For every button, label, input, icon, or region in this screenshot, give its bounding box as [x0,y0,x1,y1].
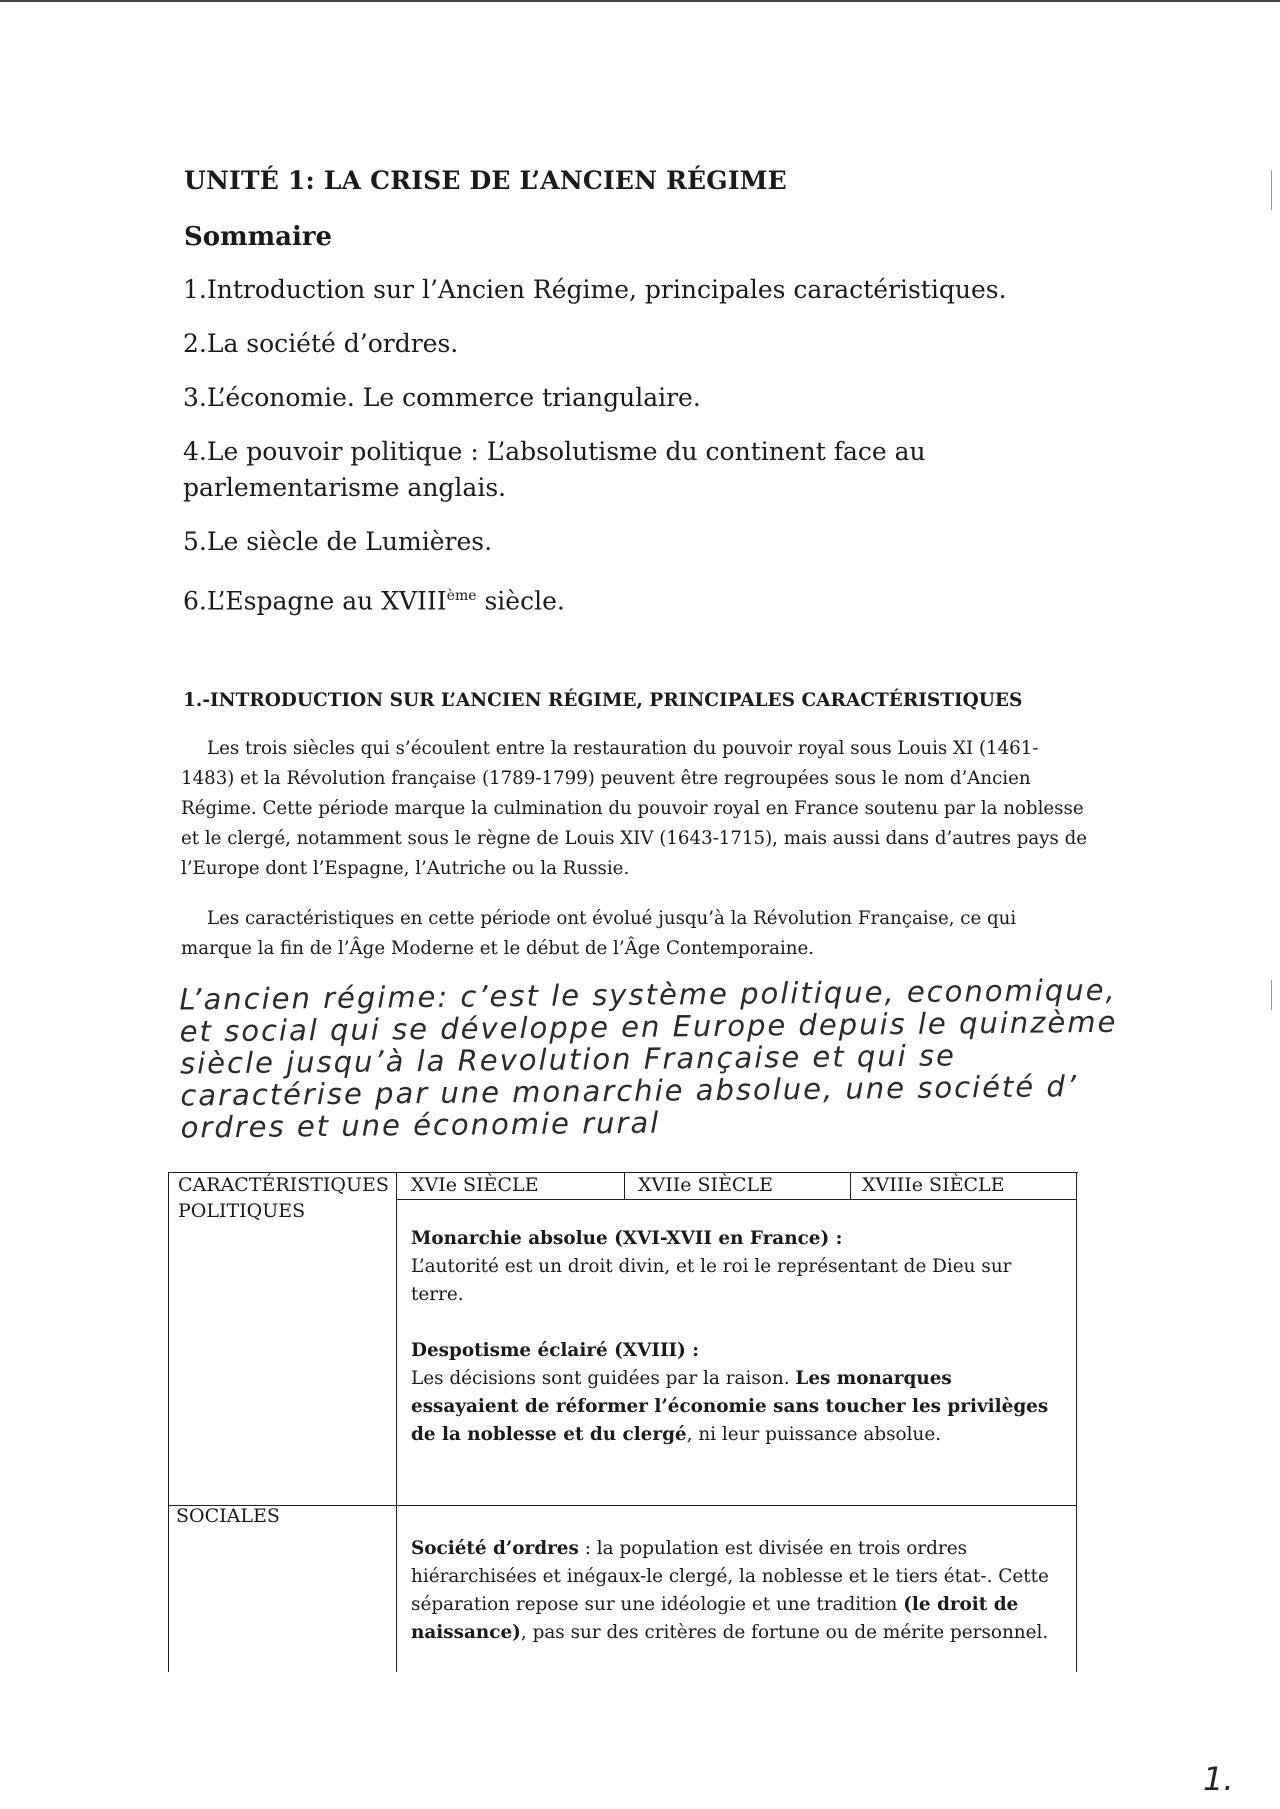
scan-top-border [0,0,1280,2]
summary-item-6-tail: siècle. [476,586,565,616]
handwritten-line: ordres et une économie rural [180,1105,661,1145]
sociales-cell [411,1535,1061,1647]
summary-item-6-superscript: ème [446,588,477,604]
enlightened-despotism-heading: Despotisme éclairé (XVIII) : [411,1340,700,1361]
handwritten-line: L’ancien régime: c’est le système politique, economique, [179,972,1117,1017]
summary-item-6 [183,578,1083,619]
summary-title: Sommaire [184,222,333,252]
scan-edge-mark [1271,980,1272,1010]
society-of-orders-text: : la population est divisée en trois ordres hiérarchisées et inégaux-le clergé, la noblesse et le tiers état-. Cette séparation repose sur une idéologie et une tradition [411,1538,1049,1615]
summary-item-3: 3.L’économie. Le commerce triangulaire. [183,383,701,412]
absolute-monarchy-heading: Monarchie absolue (XVI-XVII en France) : [411,1228,843,1249]
society-of-orders-term: Société d’ordres [411,1538,579,1559]
summary-list [183,272,1083,619]
table-border [168,1505,1076,1506]
table-border [396,1172,397,1672]
table-border [397,1199,1076,1200]
summary-item-2: 2.La société d’ordres. [183,329,459,358]
characteristics-table [166,1172,1078,1672]
table-header-17th-century: XVIIe SIÈCLE [638,1174,773,1196]
row-label-politiques: POLITIQUES [178,1200,306,1222]
section-heading: 1.-INTRODUCTION SUR L’ANCIEN RÉGIME, PRINCIPALES CARACTÉRISTIQUES [183,690,1023,711]
enlightened-despotism-tail: , ni leur puissance absolue. [686,1424,942,1445]
table-header-characteristics: CARACTÉRISTIQUES [178,1174,389,1196]
intro-paragraph-1: Les trois siècles qui s’écoulent entre la restauration du pouvoir royal sous Louis XI (1461-1483) et la Révolution française (1789-1799) peuvent être regroupées sous le nom d’Ancien Régime. Cette période marque la culmination du pouvoir royal en France soutenu par la noblesse et le clergé, notamment sous le règne de Louis XIV (1643-1715), mais aussi dans d’autres pays de l’Europe dont l’Espagne, l’Autriche ou la Russie. [181,738,1088,879]
scan-edge-mark [1271,170,1272,210]
table-border [168,1172,169,1672]
absolute-monarchy-text: L’autorité est un droit divin, et le roi le représentant de Dieu sur terre. [411,1256,1012,1305]
summary-item-4-line2: parlementarisme anglais. [183,473,507,502]
handwritten-note [179,972,1241,1143]
table-border [168,1172,1078,1173]
table-border [624,1172,625,1200]
handwritten-line: et social qui se développe en Europe depuis le quinzème [179,1004,1118,1049]
row-label-sociales: SOCIALES [176,1505,280,1527]
unit-title: UNITÉ 1: LA CRISE DE L’ANCIEN RÉGIME [184,166,787,195]
birthright-bold-text: (le droit de naissance) [411,1594,1019,1643]
summary-item-6-text: 6.L’Espagne au XVIII [183,586,447,616]
intro-paragraph-2: Les caractéristiques en cette période ont évolué jusqu’à la Révolution Française, ce qui marque la fin de l’Âge Moderne et le début de l’Âge Contemporaine. [181,908,1017,959]
politiques-cell [411,1225,1061,1449]
table-header-16th-century: XVIe SIÈCLE [411,1174,539,1196]
handwritten-line: caractérise par une monarchie absolue, une société d’ [180,1069,1079,1113]
society-of-orders-tail: , pas sur des critères de fortune ou de mérite personnel. [520,1622,1049,1643]
table-header-18th-century: XVIIIe SIÈCLE [862,1174,1005,1196]
table-border [1076,1172,1077,1672]
summary-item-5: 5.Le siècle de Lumières. [183,527,493,556]
summary-item-4 [183,434,1083,506]
enlightened-despotism-bold-text: Les monarques essayaient de réformer l’économie sans toucher les privilèges de la noblesse et du clergé [411,1368,1049,1445]
table-border [850,1172,851,1200]
page-number: 1. [1203,1760,1234,1798]
enlightened-despotism-text: Les décisions sont guidées par la raison. [411,1368,796,1389]
summary-item-1: 1.Introduction sur l’Ancien Régime, principales caractéristiques. [183,275,1007,304]
handwritten-line: siècle jusqu’à la Revolution Française et qui se [179,1038,957,1081]
summary-item-4-line1: 4.Le pouvoir politique : L’absolutisme du continent face au [183,437,926,466]
